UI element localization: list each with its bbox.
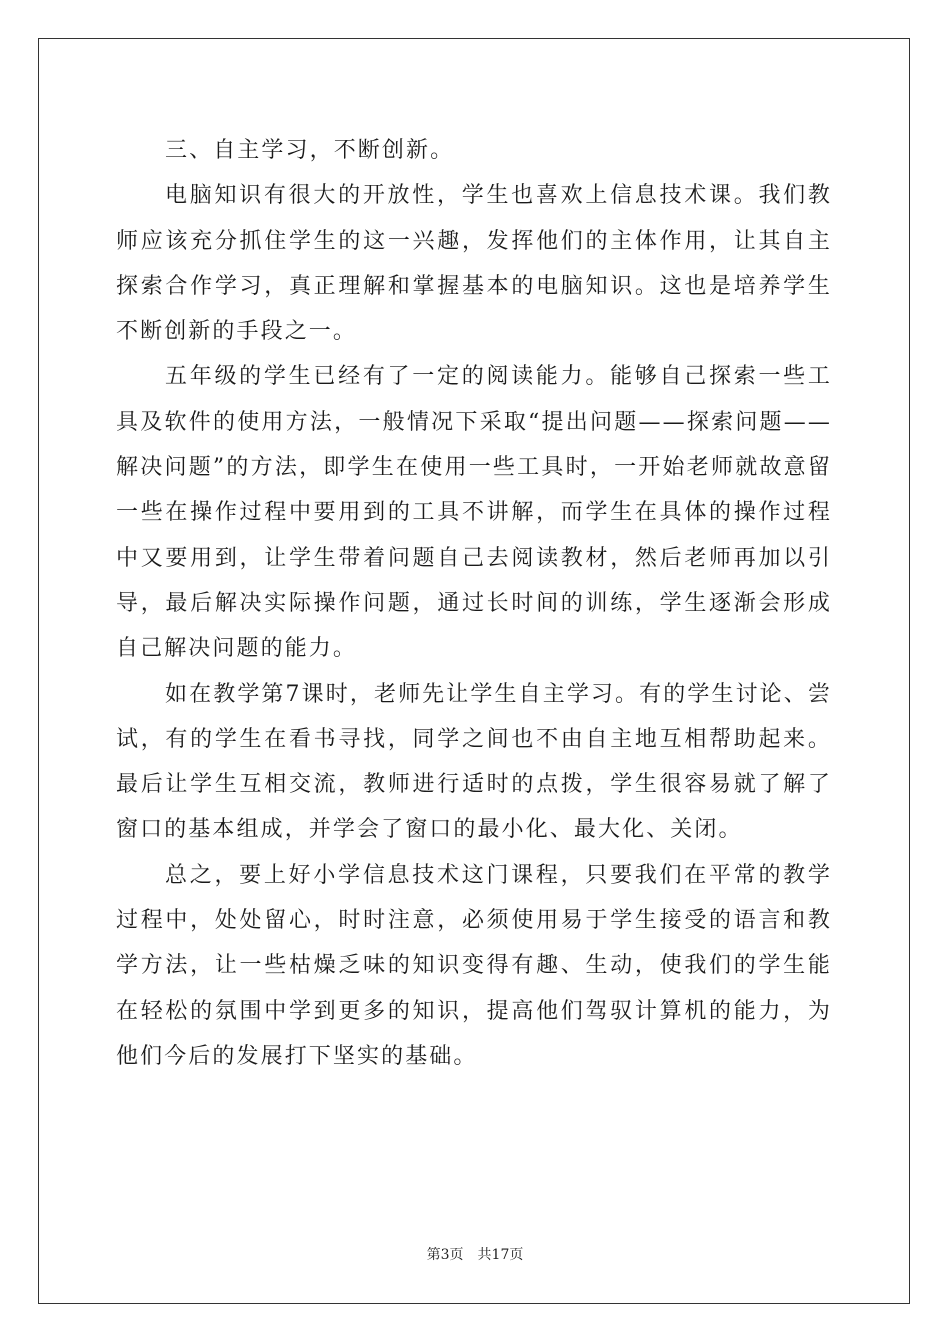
page-footer bbox=[0, 1246, 950, 1264]
document-body bbox=[116, 128, 832, 1079]
page-number: 第3页 bbox=[426, 1247, 464, 1263]
paragraph: 总之，要上好小学信息技术这门课程，只要我们在平常的教学过程中，处处留心，时时注意，必须使用易于学生接受的语言和教学方法，让一些枯燥乏味的知识变得有趣、生动，使我们的学生能在轻松的氛围中学到更多的知识，提高他们驾驭计算机的能力，为他们今后的发展打下坚实的基础。 bbox=[116, 862, 832, 1069]
paragraph: 如在教学第7课时，老师先让学生自主学习。有的学生讨论、尝试，有的学生在看书寻找，同学之间也不由自主地互相帮助起来。最后让学生互相交流，教师进行适时的点拨，学生很容易就了解了窗口的基本组成，并学会了窗口的最小化、最大化、关闭。 bbox=[116, 681, 832, 843]
paragraph: 五年级的学生已经有了一定的阅读能力。能够自己探索一些工具及软件的使用方法，一般情况下采取“提出问题——探索问题——解决问题”的方法，即学生在使用一些工具时，一开始老师就故意留一些在操作过程中要用到的工具不讲解，而学生在具体的操作过程中又要用到，让学生带着问题自己去阅读教材，然后老师再加以引导，最后解决实际操作问题，通过长时间的训练，学生逐渐会形成自己解决问题的能力。 bbox=[116, 364, 832, 662]
paragraph: 电脑知识有很大的开放性，学生也喜欢上信息技术课。我们教师应该充分抓住学生的这一兴趣，发挥他们的主体作用，让其自主探索合作学习，真正理解和掌握基本的电脑知识。这也是培养学生不断创新的手段之一。 bbox=[116, 183, 832, 345]
page-total: 共17页 bbox=[477, 1247, 524, 1263]
paragraph-heading: 三、自主学习，不断创新。 bbox=[165, 138, 455, 163]
